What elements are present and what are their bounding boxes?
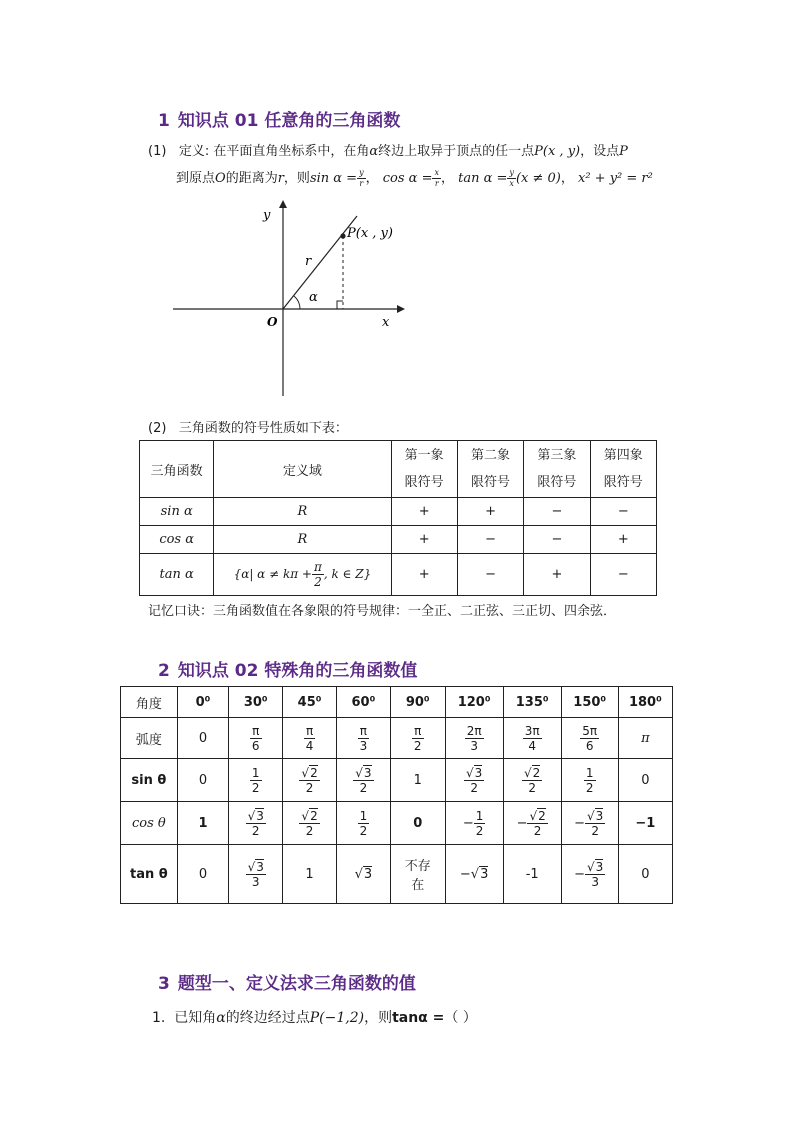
point-p: P(x , y): [534, 144, 581, 159]
fn-cell: cos α: [140, 526, 214, 554]
sign-cell: −: [457, 526, 523, 554]
point-p-dot: [340, 233, 345, 238]
mnemonic: 记忆口诀：三角函数值在各象限的符号规律：一全正、二正弦、三正切、四余弦．: [148, 604, 617, 619]
value-cell: 120⁰: [445, 687, 503, 718]
item-marker: (1): [148, 144, 167, 159]
value-cell: −1: [618, 802, 672, 845]
header-domain: 定义域: [214, 441, 391, 498]
value-cell: 0: [177, 845, 229, 904]
section-title: 知识点 02 特殊角的三角函数值: [177, 661, 418, 681]
value-cell: $\frac{√2}{2}$: [283, 802, 337, 845]
sign-cell: +: [391, 526, 457, 554]
table-row: [121, 802, 673, 845]
value-cell: 0: [177, 759, 229, 802]
alpha-label: α: [309, 290, 318, 305]
value-cell: $\frac{√3}{2}$: [445, 759, 503, 802]
value-cell: $\frac{\pi}{2}$: [390, 718, 445, 759]
table-row: [121, 845, 673, 904]
value-cell: √3: [336, 845, 390, 904]
right-angle-mark: [337, 301, 343, 309]
x-arrow-icon: [397, 305, 405, 313]
r-label: r: [305, 254, 312, 269]
value-cell: 90⁰: [390, 687, 445, 718]
question-point: P(−1,2): [309, 1010, 365, 1026]
section-number: 1: [158, 111, 170, 131]
value-cell: $\frac{5\pi}{6}$: [561, 718, 618, 759]
sign-cell: +: [391, 498, 457, 526]
answer-blank[interactable]: （ ）: [444, 1010, 477, 1026]
sign-cell: −: [524, 526, 590, 554]
section-heading-1: [158, 106, 400, 131]
question-text-c: ，则: [364, 1010, 393, 1026]
line2-text-c: ，则: [283, 171, 310, 186]
sign-cell: −: [590, 498, 656, 526]
cos-formula: cos α = $\frac{x}{r}$: [382, 168, 439, 188]
value-cell: $\frac{√3}{2}$: [336, 759, 390, 802]
header-function: 三角函数: [140, 441, 214, 498]
alpha-symbol: α: [369, 144, 379, 159]
sign-cell: +: [457, 498, 523, 526]
value-cell: − $\frac{1}{2}$: [445, 802, 503, 845]
value-cell: $\frac{√2}{2}$: [283, 759, 337, 802]
value-cell: $\frac{\pi}{4}$: [283, 718, 337, 759]
value-cell: $\frac{1}{2}$: [229, 759, 283, 802]
row-label: sin θ: [121, 759, 178, 802]
value-cell: 150⁰: [561, 687, 618, 718]
value-cell: $\frac{\pi}{6}$: [229, 718, 283, 759]
table-row: [140, 498, 657, 526]
value-cell: − $\frac{√3}{2}$: [561, 802, 618, 845]
value-cell: 1: [283, 845, 337, 904]
value-cell: − $\frac{√3}{3}$: [561, 845, 618, 904]
sign-cell: −: [524, 498, 590, 526]
sign-cell: +: [391, 554, 457, 596]
fn-cell: tan α: [140, 554, 214, 596]
table-row: [140, 526, 657, 554]
question-text-b: 的终边经过点: [225, 1010, 310, 1026]
alpha-symbol: α: [216, 1010, 226, 1026]
item-2-text: 三角函数的符号性质如下表：: [178, 421, 348, 436]
value-cell: 135⁰: [503, 687, 561, 718]
header-q2: 第二象 限符号: [457, 441, 523, 498]
sign-cell: +: [524, 554, 590, 596]
definition-line-1: [148, 140, 628, 159]
value-cell: − $\frac{√2}{2}$: [503, 802, 561, 845]
section-title: 知识点 01 任意角的三角函数: [177, 111, 401, 131]
value-cell: 0: [618, 845, 672, 904]
y-arrow-icon: [279, 200, 287, 208]
section-title: 题型一、定义法求三角函数的值: [177, 974, 416, 994]
question-text-a: 已知角: [174, 1010, 217, 1026]
pythagorean-formula: x² + y² = r²: [578, 171, 653, 186]
definition-text-a: 定义: 在平面直角坐标系中，在角: [178, 144, 370, 159]
sign-cell: −: [590, 554, 656, 596]
value-cell: 0: [618, 759, 672, 802]
line2-text-b: 的距离为: [225, 171, 278, 186]
row-label: 弧度: [121, 718, 178, 759]
value-cell: π: [618, 718, 672, 759]
domain-cell: R: [214, 526, 391, 554]
point-label: P(x , y): [347, 226, 393, 241]
value-cell: 180⁰: [618, 687, 672, 718]
table-row: [121, 759, 673, 802]
value-cell: 45⁰: [283, 687, 337, 718]
coordinate-figure: [165, 198, 435, 398]
table-row: [140, 554, 657, 596]
origin-label: O: [267, 315, 278, 329]
value-cell: 1: [390, 759, 445, 802]
value-cell: $\frac{1}{2}$: [336, 802, 390, 845]
r-symbol: r: [277, 171, 284, 186]
value-cell: $\frac{1}{2}$: [561, 759, 618, 802]
x-label: x: [382, 315, 390, 330]
terminal-side: [283, 216, 357, 309]
header-q1: 第一象 限符号: [391, 441, 457, 498]
row-label: 角度: [121, 687, 178, 718]
sin-formula: sin α = $\frac{y}{r}$: [309, 168, 364, 188]
section-number: 3: [158, 974, 170, 994]
value-cell: $\frac{√3}{2}$: [229, 802, 283, 845]
section-heading-2: [158, 656, 417, 681]
sign-cell: +: [590, 526, 656, 554]
value-cell: −√3: [445, 845, 503, 904]
question-tan: tanα =: [392, 1010, 445, 1026]
section-heading-3: [158, 969, 416, 994]
table-row: [121, 718, 673, 759]
line2-text-a: 到原点: [176, 171, 216, 186]
definition-text-b: 终边上取异于顶点的任一点: [378, 144, 535, 159]
value-cell: 不存 在: [390, 845, 445, 904]
question-1: [152, 1007, 477, 1027]
item-2-line: [148, 417, 348, 436]
special-angle-table: [120, 686, 673, 904]
value-cell: $\frac{\pi}{3}$: [336, 718, 390, 759]
item-marker: (2): [148, 421, 167, 436]
value-cell: 60⁰: [336, 687, 390, 718]
value-cell: 1: [177, 802, 229, 845]
definition-line-2: 到原点O的距离为r，则sin α = $\frac{y}{r}$ ， cos α = $\frac{x}{r}$ ， tan α = $\frac{y}{x}$ (x ≠ 0)， x² + y² = r²: [176, 168, 653, 188]
value-cell: 0: [177, 718, 229, 759]
section-number: 2: [158, 661, 170, 681]
angle-arc: [294, 296, 300, 309]
definition-text-c: ，设点: [580, 144, 620, 159]
table-row: [121, 687, 673, 718]
tan-formula: tan α = $\frac{y}{x}$ (x ≠ 0): [458, 168, 561, 188]
domain-cell: {α| α ≠ kπ + $\frac{\pi}{2}$ , k ∈ Z}: [214, 554, 391, 596]
value-cell: $\frac{√3}{3}$: [229, 845, 283, 904]
value-cell: 0: [390, 802, 445, 845]
value-cell: 30⁰: [229, 687, 283, 718]
header-q3: 第三象 限符号: [524, 441, 590, 498]
value-cell: -1: [503, 845, 561, 904]
sign-table: [139, 440, 657, 596]
value-cell: $\frac{3\pi}{4}$: [503, 718, 561, 759]
sign-cell: −: [457, 554, 523, 596]
value-cell: $\frac{√2}{2}$: [503, 759, 561, 802]
fn-cell: sin α: [140, 498, 214, 526]
origin-symbol: O: [215, 171, 226, 186]
y-label: y: [263, 208, 271, 223]
header-q4: 第四象 限符号: [590, 441, 656, 498]
row-label: tan θ: [121, 845, 178, 904]
point-p-label: P: [619, 144, 628, 159]
domain-cell: R: [214, 498, 391, 526]
value-cell: 0⁰: [177, 687, 229, 718]
value-cell: $\frac{2\pi}{3}$: [445, 718, 503, 759]
question-number: 1.: [152, 1010, 166, 1026]
row-label: cos θ: [121, 802, 178, 845]
